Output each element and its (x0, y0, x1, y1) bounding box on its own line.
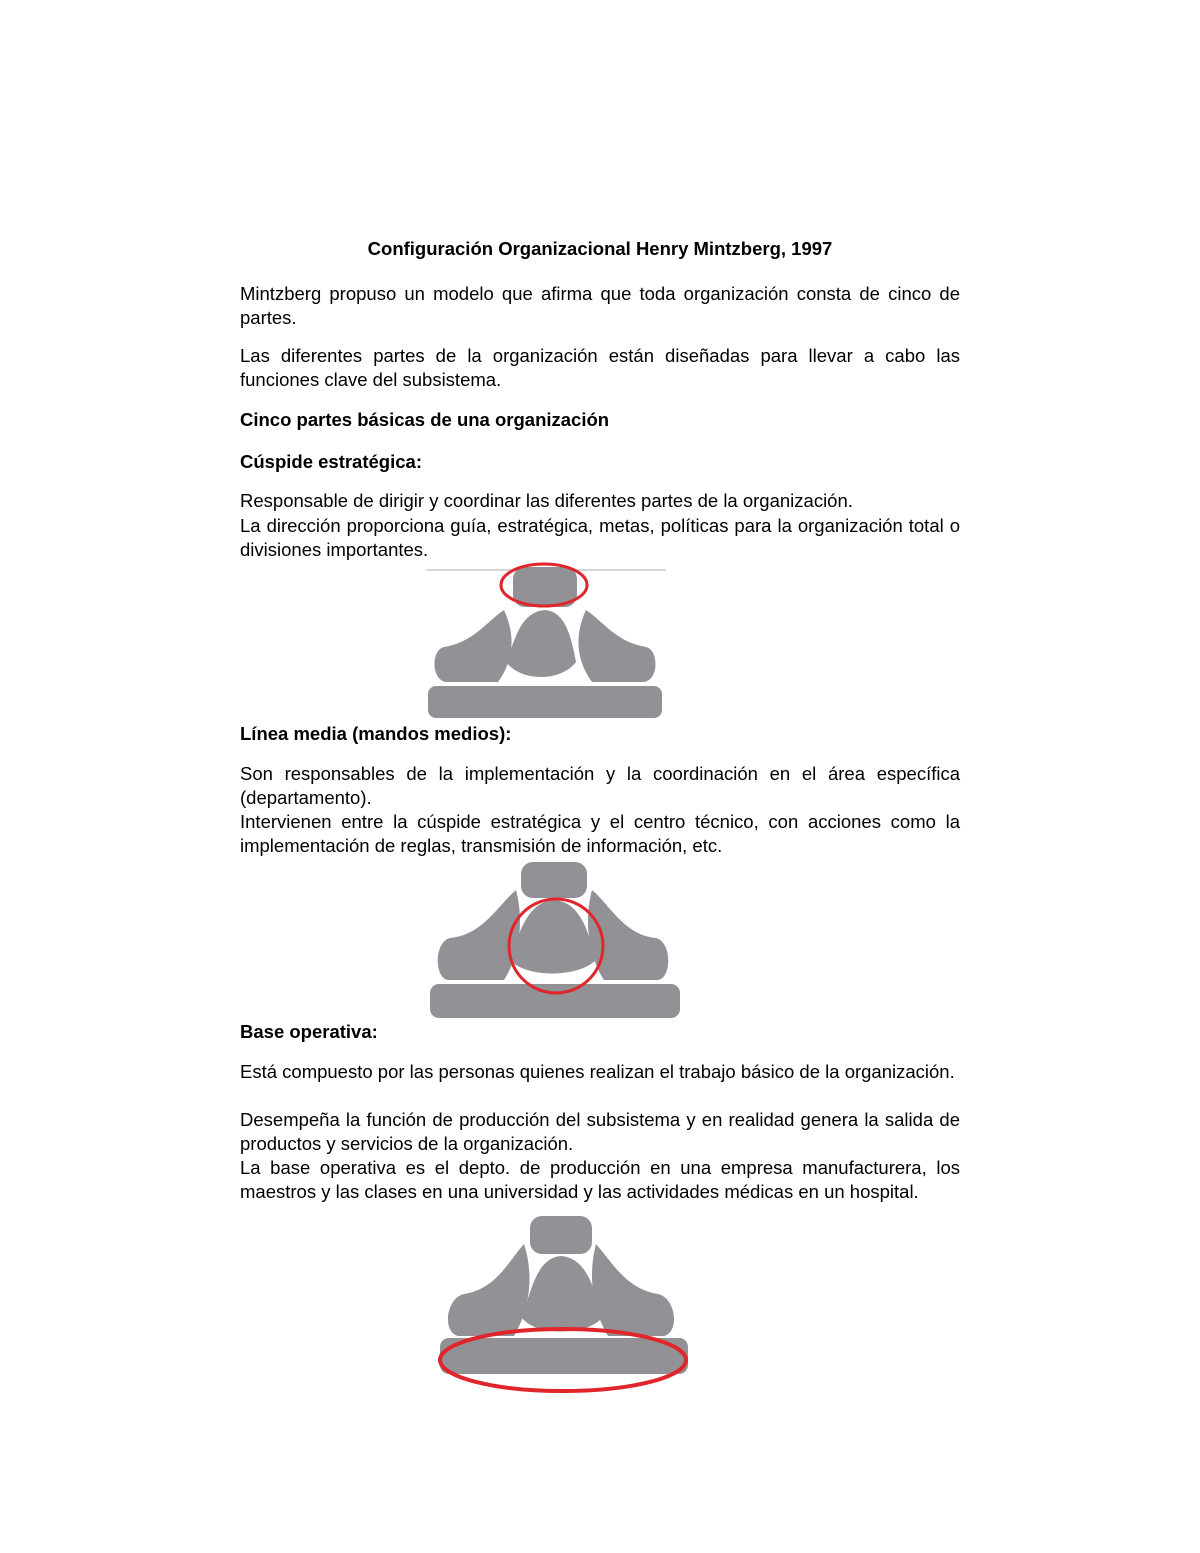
section-base-operativa-line-2: Desempeña la función de producción del subsistema y en realidad genera la salida de productos y servicios de la organización. (240, 1109, 960, 1154)
intro-paragraph-2: Las diferentes partes de la organización están diseñadas para llevar a cabo las funciones clave del subsistema. (240, 345, 960, 390)
section-linea-media-line-2: Intervienen entre la cúspide estratégica y el centro técnico, con acciones como la implementación de reglas, transmisión de información, etc. (240, 811, 960, 856)
middle-line-block (506, 610, 576, 677)
section-cuspide-line-1: Responsable de dirigir y coordinar las diferentes partes de la organización. (240, 490, 853, 511)
middle-line-block (522, 1256, 602, 1332)
apex-block (530, 1216, 592, 1254)
diagram-linea-media (428, 860, 682, 1022)
right-wing-block (578, 610, 655, 682)
apex-block (513, 567, 577, 607)
main-heading: Cinco partes básicas de una organización (240, 409, 610, 430)
diagram-cuspide-estrategica (426, 562, 666, 722)
section-heading-cuspide: Cúspide estratégica: (240, 451, 422, 472)
operating-base-block (430, 984, 680, 1018)
diagram-base-operativa (436, 1214, 694, 1396)
operating-base-block (440, 1338, 688, 1374)
intro-paragraph-1: Mintzberg propuso un modelo que afirma que toda organización consta de cinco de partes. (240, 283, 960, 328)
left-wing-block (438, 890, 520, 980)
right-wing-block (592, 1244, 674, 1336)
organization-shape (440, 1216, 688, 1374)
section-linea-media-line-1: Son responsables de la implementación y la coordinación en el área específica (departamento). (240, 763, 960, 808)
section-heading-linea-media: Línea media (mandos medios): (240, 723, 512, 744)
section-base-operativa-line-3: La base operativa es el depto. de producción en una empresa manufacturera, los maestros y las clases en una universidad y las actividades médicas en un hospital. (240, 1157, 960, 1202)
left-wing-block (434, 610, 511, 682)
organization-shape (428, 567, 662, 718)
document-title: Configuración Organizacional Henry Mintzberg, 1997 (367, 238, 833, 259)
left-wing-block (448, 1244, 529, 1336)
organization-shape (430, 862, 680, 1018)
section-heading-base-operativa: Base operativa: (240, 1021, 378, 1042)
section-cuspide-line-2: La dirección proporciona guía, estratégica, metas, políticas para la organización total o divisiones importantes. (240, 515, 960, 560)
apex-block (521, 862, 587, 898)
section-base-operativa-line-1: Está compuesto por las personas quienes realizan el trabajo básico de la organización. (240, 1061, 955, 1082)
operating-base-block (428, 686, 662, 718)
right-wing-block (588, 890, 668, 980)
